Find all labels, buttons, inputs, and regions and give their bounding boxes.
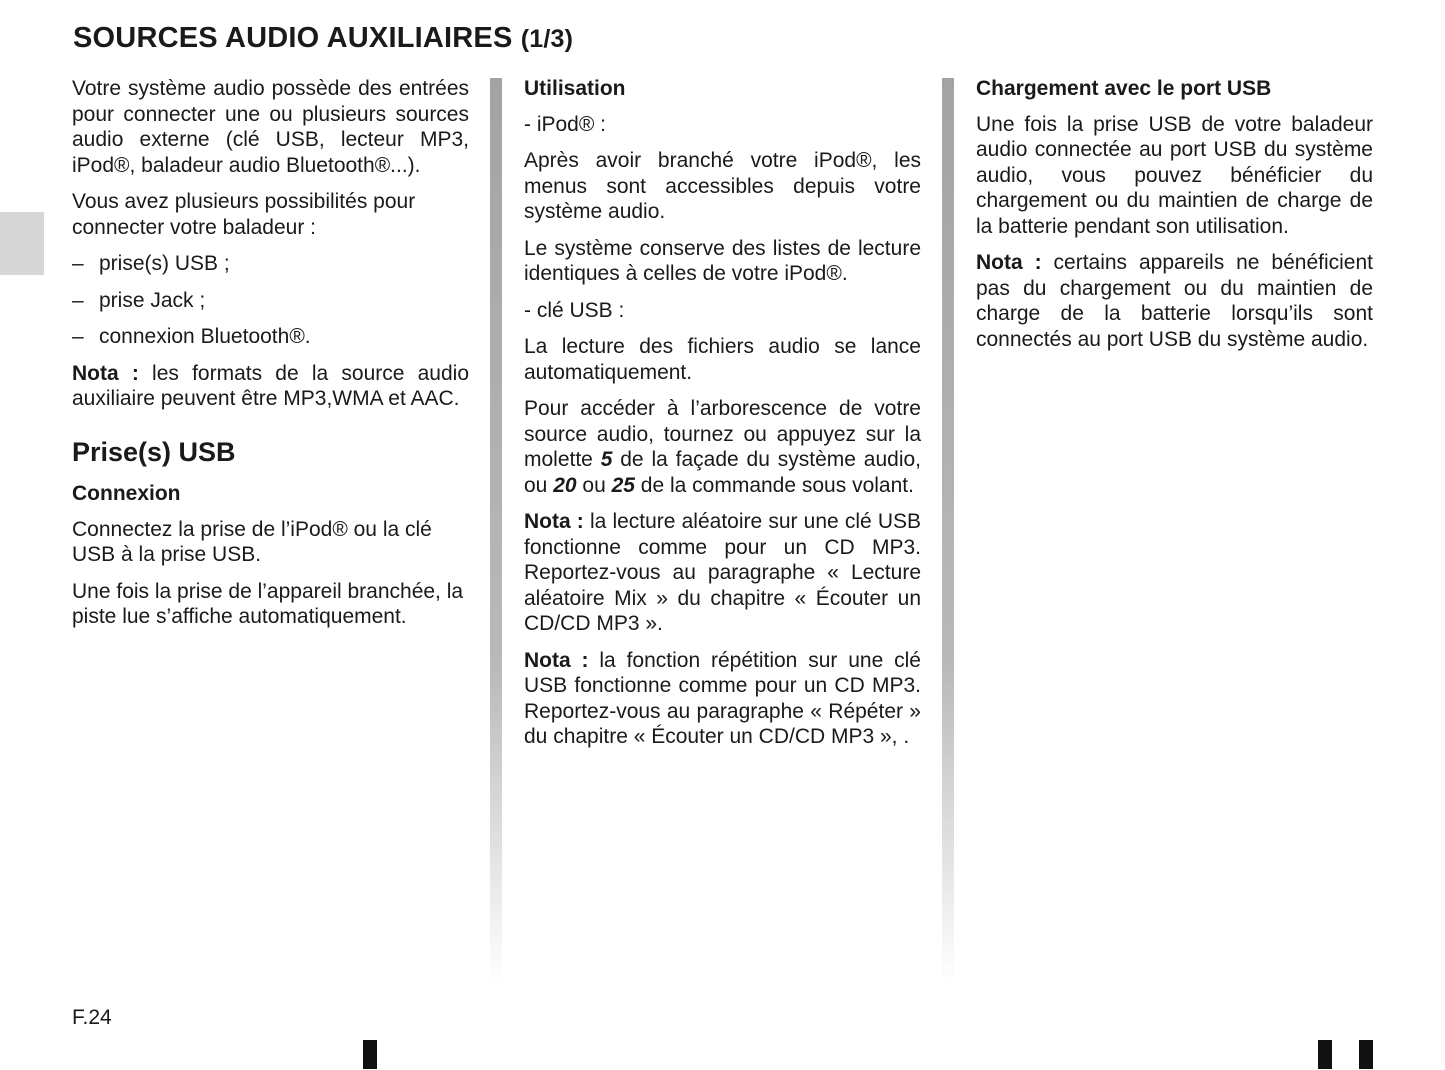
column-2 [524,76,921,761]
page-title-main: SOURCES AUDIO AUXILIAIRES [73,22,513,54]
heading-utilisation: Utilisation [524,77,626,100]
browse-text: de la façade du système audio, ou [524,448,921,497]
connection-list [72,251,469,350]
page-title-counter: (1/3) [520,25,574,53]
control-number: 5 [600,448,613,471]
list-dash: – [72,288,84,312]
connect-paragraph: Connectez la prise de l’iPod® ou la clé USB à la prise USB. [72,517,432,566]
print-mark [1318,1040,1332,1069]
subsection-title-connexion: Connexion [72,482,181,505]
list-item [72,251,469,277]
nota-label: Nota : [72,361,139,385]
nota-label: Nota : [524,648,589,672]
usb-key-paragraph: La lecture des fichiers audio se lance automatiquement. [524,335,921,384]
column-1 [72,76,469,641]
browse-text: ou [576,473,612,497]
column-divider [490,78,502,983]
control-number: 20 [553,473,577,497]
playlists-paragraph: Le système conserve des listes de lecture identiques à celles de votre iPod®. [524,236,921,285]
intro-paragraph: Votre système audio possède des entrées pour connecter une ou plusieurs sources audio externe (clé USB, lecteur MP3, iPod®, baladeur audio Bluetooth®...). [72,77,469,177]
repeat-note [524,648,921,750]
nota-label: Nota : [976,251,1042,274]
browse-text: de la commande sous volant. [634,473,914,497]
page-title [73,22,573,55]
formats-note [72,361,469,412]
random-note [524,509,921,637]
possibilities-paragraph: Vous avez plusieurs possibilités pour connecter votre baladeur : [72,190,416,239]
heading-charging: Chargement avec le port USB [976,77,1272,100]
control-number: 25 [611,473,635,497]
plug-paragraph: Une fois la prise de l’appareil branchée, la piste lue s’affiche automatiquement. [72,579,464,628]
list-dash: – [72,325,84,348]
nota-text: la fonction répétition sur une clé USB fonctionne comme pour un CD MP3. Reportez-vous au paragraphe « Répéter » du chapitre « Écouter un CD/CD MP3 », . [524,648,921,748]
nota-text: la lecture aléatoire sur une clé USB fonctionne comme pour un CD MP3. Reportez-vous au paragraphe « Lecture aléatoire Mix » du chapitre « Écouter un CD/CD MP3 ». [524,510,921,635]
nota-text: certains appareils ne bénéficient pas du chargement ou du maintien de charge de la batterie lorsqu’ils sont connectés au port USB du système audio. [976,251,1373,351]
charging-paragraph: Une fois la prise USB de votre baladeur audio connectée au port USB du système audio, vous pouvez bénéficier du chargement ou du maintien de charge de la batterie pendant son utilisation. [976,112,1373,238]
ipod-label: - iPod® : [524,112,607,136]
charging-note [976,250,1373,352]
chapter-tab-marker [0,212,44,275]
nota-label: Nota : [524,510,584,533]
column-divider [942,78,954,983]
page-number: F.24 [72,1006,112,1029]
browse-paragraph [524,396,921,498]
list-item-text: connexion Bluetooth®. [99,325,311,348]
print-mark [363,1040,377,1069]
list-item-text: prise Jack ; [99,288,206,312]
usb-key-label: - clé USB : [524,298,625,322]
list-item [72,288,469,314]
ipod-paragraph: Après avoir branché votre iPod®, les menus sont accessibles depuis votre système audio. [524,149,921,223]
browse-text: Pour accéder à l’arborescence de votre source audio, tournez ou appuyez sur la molette [524,397,921,471]
section-title-usb: Prise(s) USB [72,436,236,467]
list-item [72,324,469,350]
nota-text: les formats de la source audio auxiliaire peuvent être MP3,WMA et AAC. [72,361,469,410]
list-dash: – [72,252,84,275]
column-3 [976,76,1373,363]
list-item-text: prise(s) USB ; [99,252,230,275]
print-mark [1359,1040,1373,1069]
